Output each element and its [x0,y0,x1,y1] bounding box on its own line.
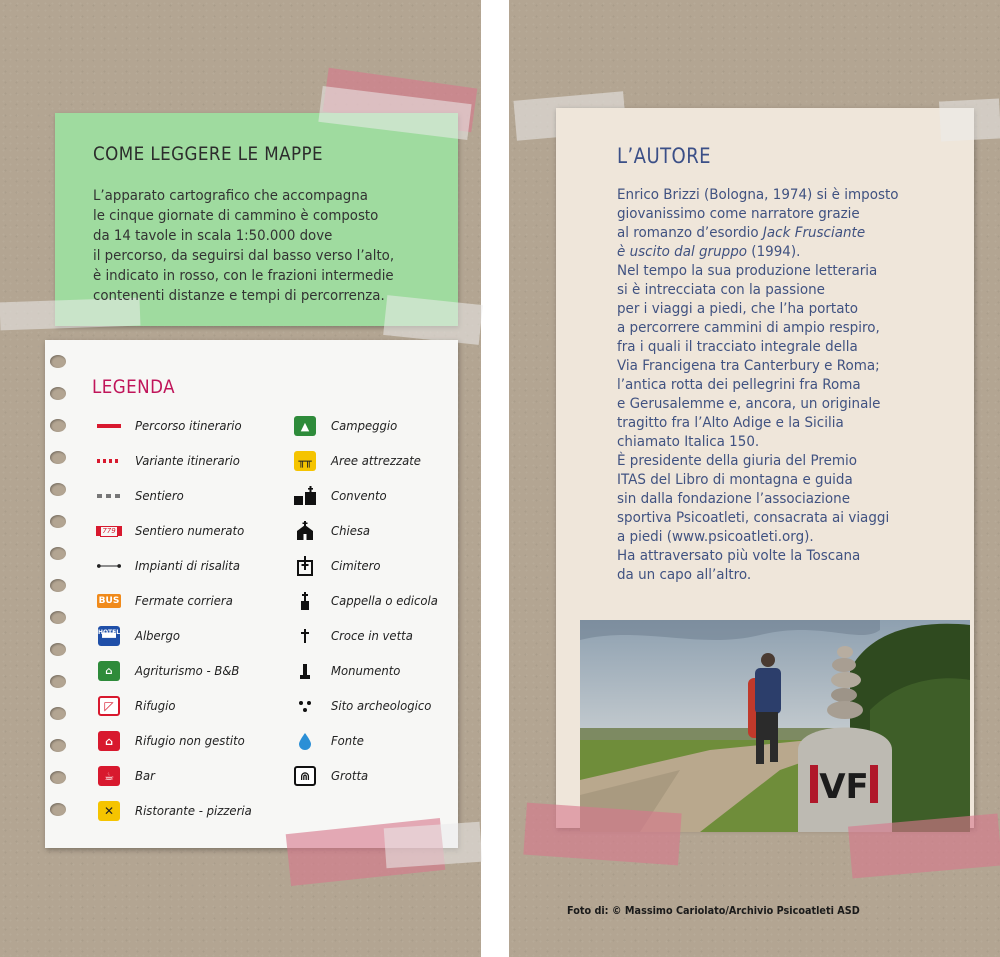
text-line: Enrico Brizzi (Bologna, 1974) si è imposto [617,187,899,203]
legend-item: ⋒ Grotta [293,764,483,788]
tape-pink-bottom-right-1 [523,803,681,866]
binder-hole [50,643,66,656]
binder-hole [50,579,66,592]
legend-item: BUS Fermate corriera [97,589,287,613]
legend-item: Monumento [293,659,483,683]
binder-hole [50,739,66,752]
tape-white-bottom-left [384,822,483,869]
bus-stop-icon: BUS [98,596,120,606]
legend-item: ⌂ Rifugio non gestito [97,729,287,753]
bar-cup-icon: ☕ [97,766,121,786]
book-title: Jack Frusciante [762,225,866,241]
how-to-read-maps-title: COME LEGGERE LE MAPPE [93,143,324,165]
numbered-trail-icon: 779 [97,521,121,541]
book-title: è uscito dal gruppo [617,244,748,260]
text-line: al romanzo d’esordio Jack Frusciante [617,225,866,241]
text-line: le cinque giornate di cammino è composto [93,208,379,224]
agriturismo-icon: ⌂ [97,661,121,681]
text-line: ITAS del Libro di montagna e guida [617,472,853,488]
hotel-icon: HOTEL ▀▀ [97,626,121,646]
legend-item: Cappella o edicola [293,589,483,613]
chapel-icon [293,591,317,611]
binder-hole [50,803,66,816]
binder-hole [50,387,66,400]
binder-hole [50,515,66,528]
legend-item: Cimitero [293,554,483,578]
legend-item: Sito archeologico [293,694,483,718]
text-line: sin dalla fondazione l’associazione [617,491,850,507]
text-line: l’antica rotta dei pellegrini fra Roma [617,377,861,393]
binder-hole [50,419,66,432]
text-line: fra i quali il tracciato integrale della [617,339,858,355]
archaeological-site-icon [293,696,317,716]
solid-red-line-icon [97,416,121,436]
text-line: da 14 tavole in scala 1:50.000 dove [93,228,333,244]
binder-hole [50,771,66,784]
binder-hole [50,547,66,560]
legend-item: Chiesa [293,519,483,543]
text-line: giovanissimo come narratore grazie [617,206,860,222]
text-line: tragitto fra l’Alto Adige e la Sicilia [617,415,844,431]
text-line: per i viaggi a piedi, che l’ha portato [617,301,859,317]
binder-hole [50,611,66,624]
photo-credit: Foto di: © Massimo Cariolato/Archivio Psicoatleti ASD [567,905,860,917]
summit-cross-icon [293,626,317,646]
binder-hole [50,355,66,368]
unmanaged-hut-icon: ⌂ [97,731,121,751]
text-line: contenenti distanze e tempi di percorrenza. [93,288,385,304]
water-drop-icon [293,731,317,751]
monument-icon [293,661,317,681]
restaurant-icon: ✕ [97,801,121,821]
author-title: L’AUTORE [617,144,712,168]
legend-item: Variante itinerario [97,449,287,473]
text-line: è uscito dal gruppo (1994). [617,244,801,260]
text-line: sportiva Psicoatleti, consacrata ai viaggi [617,510,890,526]
text-line: e Gerusalemme e, ancora, un originale [617,396,881,412]
legend-item: ╥╥ Aree attrezzate [293,449,483,473]
legend-item: HOTEL ▀▀ Albergo [97,628,180,644]
legend-item: Convento [293,484,483,508]
dashed-gray-line-icon [97,486,121,506]
legend-item: Impianti di risalita [97,554,287,578]
legend-item: 779 Sentiero numerato [97,519,287,543]
author-bio [617,186,899,585]
camping-tent-icon: ▲ [293,416,317,436]
legend-item: Percorso itinerario [97,414,287,438]
legend-item: ◸ Rifugio [97,694,287,718]
dotted-red-line-icon [97,451,121,471]
legend-title: LEGENDA [92,376,176,398]
legend-item: Fonte [293,729,483,753]
author-photo [580,620,970,832]
convent-icon [293,486,317,506]
text-line: È presidente della giuria del Premio [617,453,858,469]
text-line: Via Francigena tra Canterbury e Roma; [617,358,880,374]
text-line: Nel tempo la sua produzione letteraria [617,263,878,279]
text-line: chiamato Italica 150. [617,434,760,450]
binder-hole [50,451,66,464]
picnic-table-icon: ╥╥ [293,451,317,471]
text-line: il percorso, da seguirsi dal basso verso l’alto, [93,248,395,264]
binder-hole [50,483,66,496]
tape-white-top-right-2 [939,98,1000,141]
legend-item: ⌂ Agriturismo - B&B [97,659,287,683]
legend-item: Croce in vetta [293,624,483,648]
text-line: è indicato in rosso, con le frazioni intermedie [93,268,394,284]
text-line: a percorrere cammini di ampio respiro, [617,320,880,336]
legend-item: Sentiero [97,484,287,508]
cemetery-icon [293,556,317,576]
mountain-hut-icon: ◸ [97,696,121,716]
text-line: a piedi (www.psicoatleti.org). [617,529,814,545]
stone-inscription: VF [819,767,869,807]
church-icon [293,521,317,541]
cave-icon: ⋒ [293,766,317,786]
text-line: Ha attraversato più volte la Toscana [617,548,861,564]
text-line: da un capo all’altro. [617,567,752,583]
legend-item: ✕ Ristorante - pizzeria [97,799,287,823]
binder-hole [50,707,66,720]
legend-item: ☕ Bar [97,764,287,788]
ski-lift-icon [97,556,121,576]
legend-item: ▲ Campeggio [293,414,483,438]
text-line: si è intrecciata con la passione [617,282,825,298]
binder-hole [50,675,66,688]
how-to-read-maps-text [93,186,394,306]
text-line: L’apparato cartografico che accompagna [93,188,368,204]
